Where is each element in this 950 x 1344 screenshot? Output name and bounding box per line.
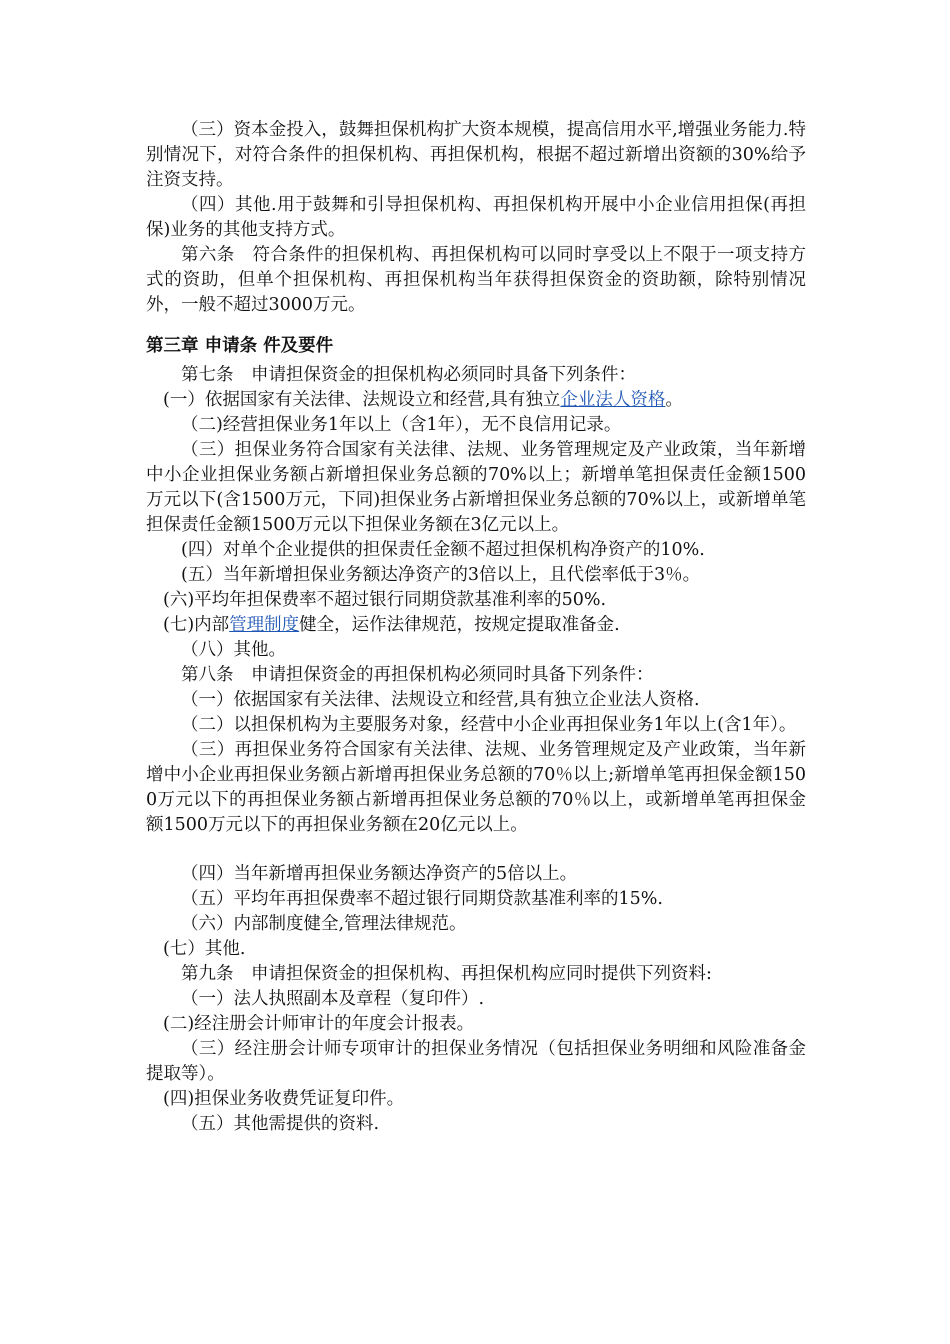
paragraph-article-6: 第六条 符合条件的担保机构、再担保机构可以同时享受以上不限于一项支持方式的资助，但单个担保机构、再担保机构当年获得担保资金的资助额，除特别情况外，一般不超过3000万元。 bbox=[146, 245, 806, 315]
article-9-item-4: (四)担保业务收费凭证复印件。 bbox=[163, 1089, 405, 1109]
chapter-3-title: 第三章 申请条 件及要件 bbox=[146, 336, 334, 356]
article-7-item-1-end: 。 bbox=[665, 390, 683, 410]
article-7-item-8: （八）其他。 bbox=[181, 640, 286, 660]
article-7-item-5: (五）当年新增担保业务额达净资产的3倍以上，且代偿率低于3％。 bbox=[181, 565, 701, 585]
article-8-item-3: （三）再担保业务符合国家有关法律、法规、业务管理规定及产业政策，当年新增中小企业再担保业务额占新增再担保业务总额的70％以上;新增单笔再担保金额1500万元以下的再担保业务额占新增再担保业务总额的70％以上，或新增单笔再担保金额1500万元以下的再担保业务额在20亿元以上。 bbox=[146, 740, 806, 835]
article-9-item-2: (二)经注册会计师审计的年度会计报表。 bbox=[163, 1014, 475, 1034]
paragraph-other-support: （四）其他.用于鼓舞和引导担保机构、再担保机构开展中小企业信用担保(再担保)业务的其他支持方式。 bbox=[146, 195, 806, 240]
article-7-item-2: （二)经营担保业务1年以上（含1年），无不良信用记录。 bbox=[181, 415, 622, 435]
article-7-item-4: (四）对单个企业提供的担保责任金额不超过担保机构净资产的10%. bbox=[181, 540, 705, 560]
article-8-item-2: （二）以担保机构为主要服务对象，经营中小企业再担保业务1年以上(含1年）。 bbox=[181, 715, 797, 735]
article-9-item-5: （五）其他需提供的资料. bbox=[181, 1114, 380, 1134]
article-7-item-3: （三）担保业务符合国家有关法律、法规、业务管理规定及产业政策，当年新增中小企业担保业务额占新增担保业务总额的70%以上；新增单笔担保责任金额1500万元以下(含1500万元，下同)担保业务占新增担保业务总额的70%以上，或新增单笔担保责任金额1500万元以下担保业务额在3亿元以上。 bbox=[146, 440, 806, 535]
paragraph-capital-injection: （三）资本金投入，鼓舞担保机构扩大资本规模，提高信用水平,增强业务能力.特别情况下，对符合条件的担保机构、再担保机构，根据不超过新增出资额的30%给予注资支持。 bbox=[146, 120, 806, 190]
article-7-item-1-text: (一）依据国家有关法律、法规设立和经营,具有独立 bbox=[163, 390, 561, 410]
article-9-item-3: （三）经注册会计师专项审计的担保业务情况（包括担保业务明细和风险准备金提取等）。 bbox=[146, 1039, 806, 1084]
article-7-item-7 bbox=[146, 613, 806, 638]
article-8-title: 第八条 申请担保资金的再担保机构必须同时具备下列条件： bbox=[181, 665, 654, 685]
article-9-title: 第九条 申请担保资金的担保机构、再担保机构应同时提供下列资料: bbox=[181, 964, 712, 984]
enterprise-legal-person-link[interactable]: 企业法人资格 bbox=[560, 390, 666, 410]
article-8-item-1: （一）依据国家有关法律、法规设立和经营,具有独立企业法人资格. bbox=[181, 690, 700, 710]
article-7-item-7-text: (七)内部 bbox=[163, 615, 230, 635]
article-7-title: 第七条 申请担保资金的担保机构必须同时具备下列条件： bbox=[181, 365, 636, 385]
article-7-item-1 bbox=[146, 388, 806, 413]
article-8-item-7: (七）其他. bbox=[163, 939, 246, 959]
article-8-item-4: （四）当年新增再担保业务额达净资产的5倍以上。 bbox=[181, 864, 578, 884]
article-7-item-7-end: 健全，运作法律规范，按规定提取准备金. bbox=[299, 615, 620, 635]
management-system-link[interactable]: 管理制度 bbox=[229, 615, 300, 635]
article-7-item-6: (六)平均年担保费率不超过银行同期贷款基准利率的50%. bbox=[163, 590, 607, 610]
article-9-item-1: （一）法人执照副本及章程（复印件）. bbox=[181, 989, 485, 1009]
document-page bbox=[146, 118, 806, 1137]
article-8-item-6: （六）内部制度健全,管理法律规范。 bbox=[181, 914, 467, 934]
article-8-item-5: （五）平均年再担保费率不超过银行同期贷款基准利率的15%. bbox=[181, 889, 663, 909]
